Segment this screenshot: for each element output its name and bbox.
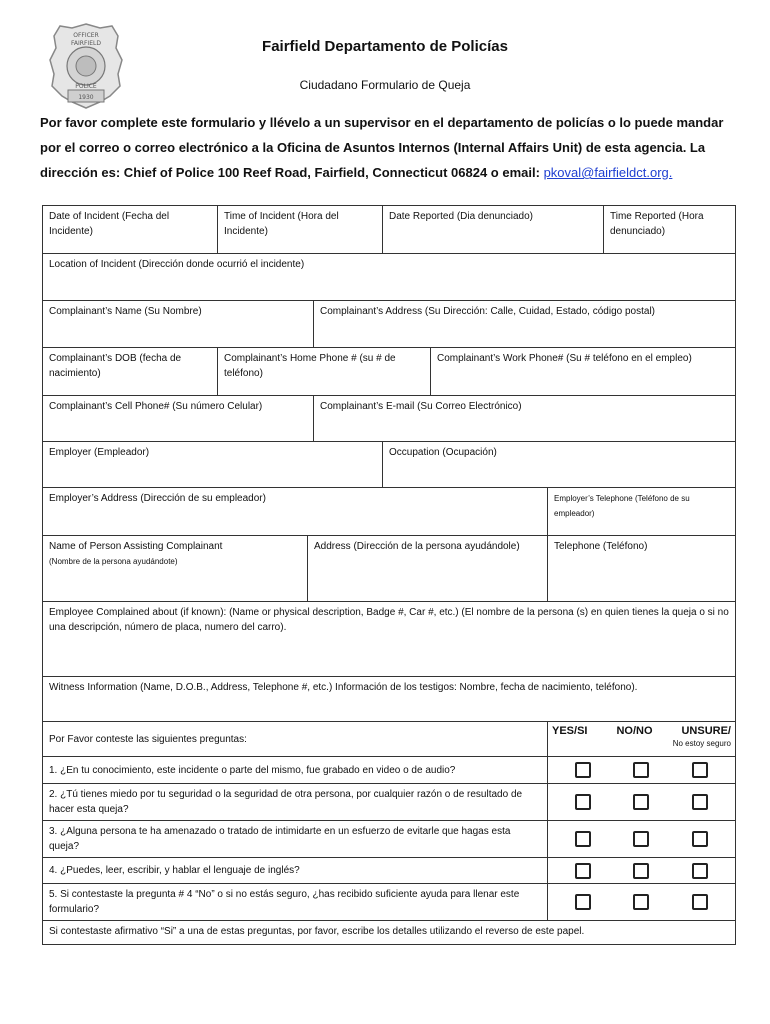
svg-text:FAIRFIELD: FAIRFIELD <box>71 40 101 47</box>
field-work-phone[interactable]: Complainant’s Work Phone# (Su # teléfono en el empleo) <box>431 348 736 396</box>
answers-question-2 <box>548 784 736 821</box>
q2-yes-checkbox[interactable] <box>575 794 591 810</box>
field-complainant-dob[interactable]: Complainant’s DOB (fecha de nacimiento) <box>43 348 218 396</box>
q3-unsure-checkbox[interactable] <box>692 831 708 847</box>
q1-unsure-checkbox[interactable] <box>692 762 708 778</box>
field-date-reported[interactable]: Date Reported (Dia denunciado) <box>383 206 604 254</box>
q1-yes-checkbox[interactable] <box>575 762 591 778</box>
questions-intro: Por Favor conteste las siguientes preguntas: <box>43 722 548 757</box>
field-date-of-incident[interactable]: Date of Incident (Fecha del Incidente) <box>43 206 218 254</box>
q5-yes-checkbox[interactable] <box>575 894 591 910</box>
page-subtitle: Ciudadano Formulario de Queja <box>299 78 471 92</box>
field-home-phone[interactable]: Complainant’s Home Phone # (su # de teléfono) <box>218 348 431 396</box>
question-3: 3. ¿Alguna persona te ha amenazado o tratado de intimidarte en un esfuerzo de evitarle que hagas esta queja? <box>43 821 548 858</box>
q4-yes-checkbox[interactable] <box>575 863 591 879</box>
field-occupation[interactable]: Occupation (Ocupación) <box>383 442 736 488</box>
unsure-column-header: UNSURE/ <box>681 725 731 737</box>
field-witness-information[interactable]: Witness Information (Name, D.O.B., Address, Telephone #, etc.) Información de los testigos: Nombre, fecha de nacimiento, teléfono). <box>43 677 736 722</box>
field-cell-phone[interactable]: Complainant’s Cell Phone# (Su número Celular) <box>43 396 314 442</box>
field-employer[interactable]: Employer (Empleador) <box>43 442 383 488</box>
email-link[interactable]: pkoval@fairfieldct.org. <box>543 165 673 180</box>
field-location[interactable]: Location of Incident (Dirección donde ocurrió el incidente) <box>43 254 736 301</box>
question-2: 2. ¿Tú tienes miedo por tu seguridad o la seguridad de otra persona, por cualquier razón o de resultado de hacer esta queja? <box>43 784 548 821</box>
svg-text:1930: 1930 <box>78 94 94 101</box>
q4-unsure-checkbox[interactable] <box>692 863 708 879</box>
q5-unsure-checkbox[interactable] <box>692 894 708 910</box>
complaint-form-table <box>42 205 736 945</box>
field-assisting-person-address[interactable]: Address (Dirección de la persona ayudándole) <box>308 536 548 602</box>
answers-question-1 <box>548 757 736 784</box>
field-email[interactable]: Complainant’s E-mail (Su Correo Electrónico) <box>314 396 736 442</box>
field-employer-address[interactable]: Employer’s Address (Dirección de su empleador) <box>43 488 548 536</box>
question-1: 1. ¿En tu conocimiento, este incidente o parte del mismo, fue grabado en video o de audio? <box>43 757 548 784</box>
answers-question-4 <box>548 858 736 884</box>
field-time-reported[interactable]: Time Reported (Hora denunciado) <box>604 206 736 254</box>
field-employee-complained-about[interactable]: Employee Complained about (if known): (Name or physical description, Badge #, Car #, etc.) (El nombre de la persona (s) en quien tienes la queja o si no una descripción, número de placa, numero del carro). <box>43 602 736 677</box>
questions-footer-note: Si contestaste afirmativo “Si” a una de estas preguntas, por favor, escribe los detalles utilizando el reverso de este papel. <box>43 921 736 945</box>
q2-no-checkbox[interactable] <box>633 794 649 810</box>
answer-column-headers <box>548 722 736 757</box>
answers-question-5 <box>548 884 736 921</box>
question-4: 4. ¿Puedes, leer, escribir, y hablar el lenguaje de inglés? <box>43 858 548 884</box>
answers-question-3 <box>548 821 736 858</box>
yes-column-header: YES/SI <box>552 725 588 737</box>
q4-no-checkbox[interactable] <box>633 863 649 879</box>
intro-paragraph <box>40 110 740 185</box>
field-assisting-person-telephone[interactable]: Telephone (Teléfono) <box>548 536 736 602</box>
q3-yes-checkbox[interactable] <box>575 831 591 847</box>
svg-text:POLICE: POLICE <box>75 83 97 90</box>
field-time-of-incident[interactable]: Time of Incident (Hora del Incidente) <box>218 206 383 254</box>
field-assisting-person-name[interactable]: Name of Person Assisting Complainant (Nombre de la persona ayudándote) <box>43 536 308 602</box>
intro-text: Por favor complete este formulario y llévelo a un supervisor en el departamento de policías o lo puede mandar por el correo o correo electrónico a la Oficina de Asuntos Internos (Internal Affairs Unit) de esta agencia. La dirección es: Chief of Police 100 Reef Road, Fairfield, Connecticut 06824 o email: <box>40 115 724 180</box>
field-complainant-address[interactable]: Complainant’s Address (Su Dirección: Calle, Cuidad, Estado, código postal) <box>314 301 736 348</box>
no-column-header: NO/NO <box>616 725 653 737</box>
field-complainant-name[interactable]: Complainant’s Name (Su Nombre) <box>43 301 314 348</box>
unsure-column-subheader: No estoy seguro <box>672 739 731 748</box>
q3-no-checkbox[interactable] <box>633 831 649 847</box>
q1-no-checkbox[interactable] <box>633 762 649 778</box>
question-5: 5. Si contestaste la pregunta # 4 “No” o si no estás seguro, ¿has recibido suficiente ayuda para llenar este formulario? <box>43 884 548 921</box>
police-badge-logo <box>48 22 124 110</box>
page-title: Fairfield Departamento de Policías <box>262 38 508 55</box>
field-employer-telephone[interactable]: Employer’s Telephone (Teléfono de su empleador) <box>548 488 736 536</box>
q5-no-checkbox[interactable] <box>633 894 649 910</box>
svg-text:OFFICER: OFFICER <box>73 32 99 39</box>
q2-unsure-checkbox[interactable] <box>692 794 708 810</box>
